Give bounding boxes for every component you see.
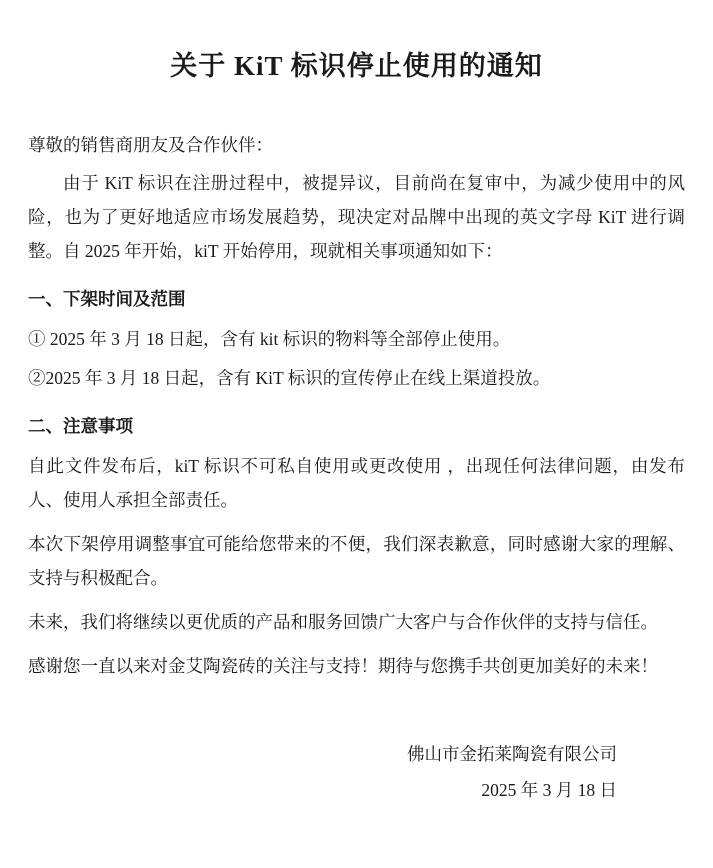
list-item: ① 2025 年 3 月 18 日起，含有 kit 标识的物料等全部停止使用。 [28, 329, 511, 350]
signature-date: 2025 年 3 月 18 日 [481, 780, 617, 801]
page-title: 关于 KiT 标识停止使用的通知 [170, 51, 543, 81]
notice-paragraph-3: 未来，我们将继续以更优质的产品和服务回馈广大客户与合作伙伴的支持与信任。 [28, 612, 658, 633]
list-item: ②2025 年 3 月 18 日起，含有 KiT 标识的宣传停止在线上渠道投放。 [28, 367, 551, 388]
signature-company: 佛山市金拓莱陶瓷有限公司 [407, 743, 617, 764]
section-heading-2: 二、注意事项 [28, 415, 133, 436]
notice-paragraph-4: 感谢您一直以来对金艾陶瓷砖的关注与支持！期待与您携手共创更加美好的未来！ [28, 656, 658, 677]
notice-paragraph-1: 自此文件发布后，kiT 标识不可私自使用或更改使用 ，出现任何法律问题，由发布人、使用人承担全部责任。 [28, 455, 685, 510]
section-heading-1: 一、下架时间及范围 [28, 289, 186, 310]
salutation: 尊敬的销售商朋友及合作伙伴： [28, 134, 273, 155]
intro-paragraph: 由于 KiT 标识在注册过程中，被提异议，目前尚在复审中，为减少使用中的风险，也为了更好地适应市场发展趋势，现决定对品牌中出现的英文字母 KiT 进行调整。自 2025 年开始，kiT 开始停用，现就相关事项通知如下： [28, 172, 685, 262]
document-body [28, 128, 685, 684]
notice-paragraph-2: 本次下架停用调整事宜可能给您带来的不便，我们深表歉意，同时感谢大家的理解、支持与积极配合。 [28, 534, 685, 589]
signature-block [28, 736, 685, 810]
